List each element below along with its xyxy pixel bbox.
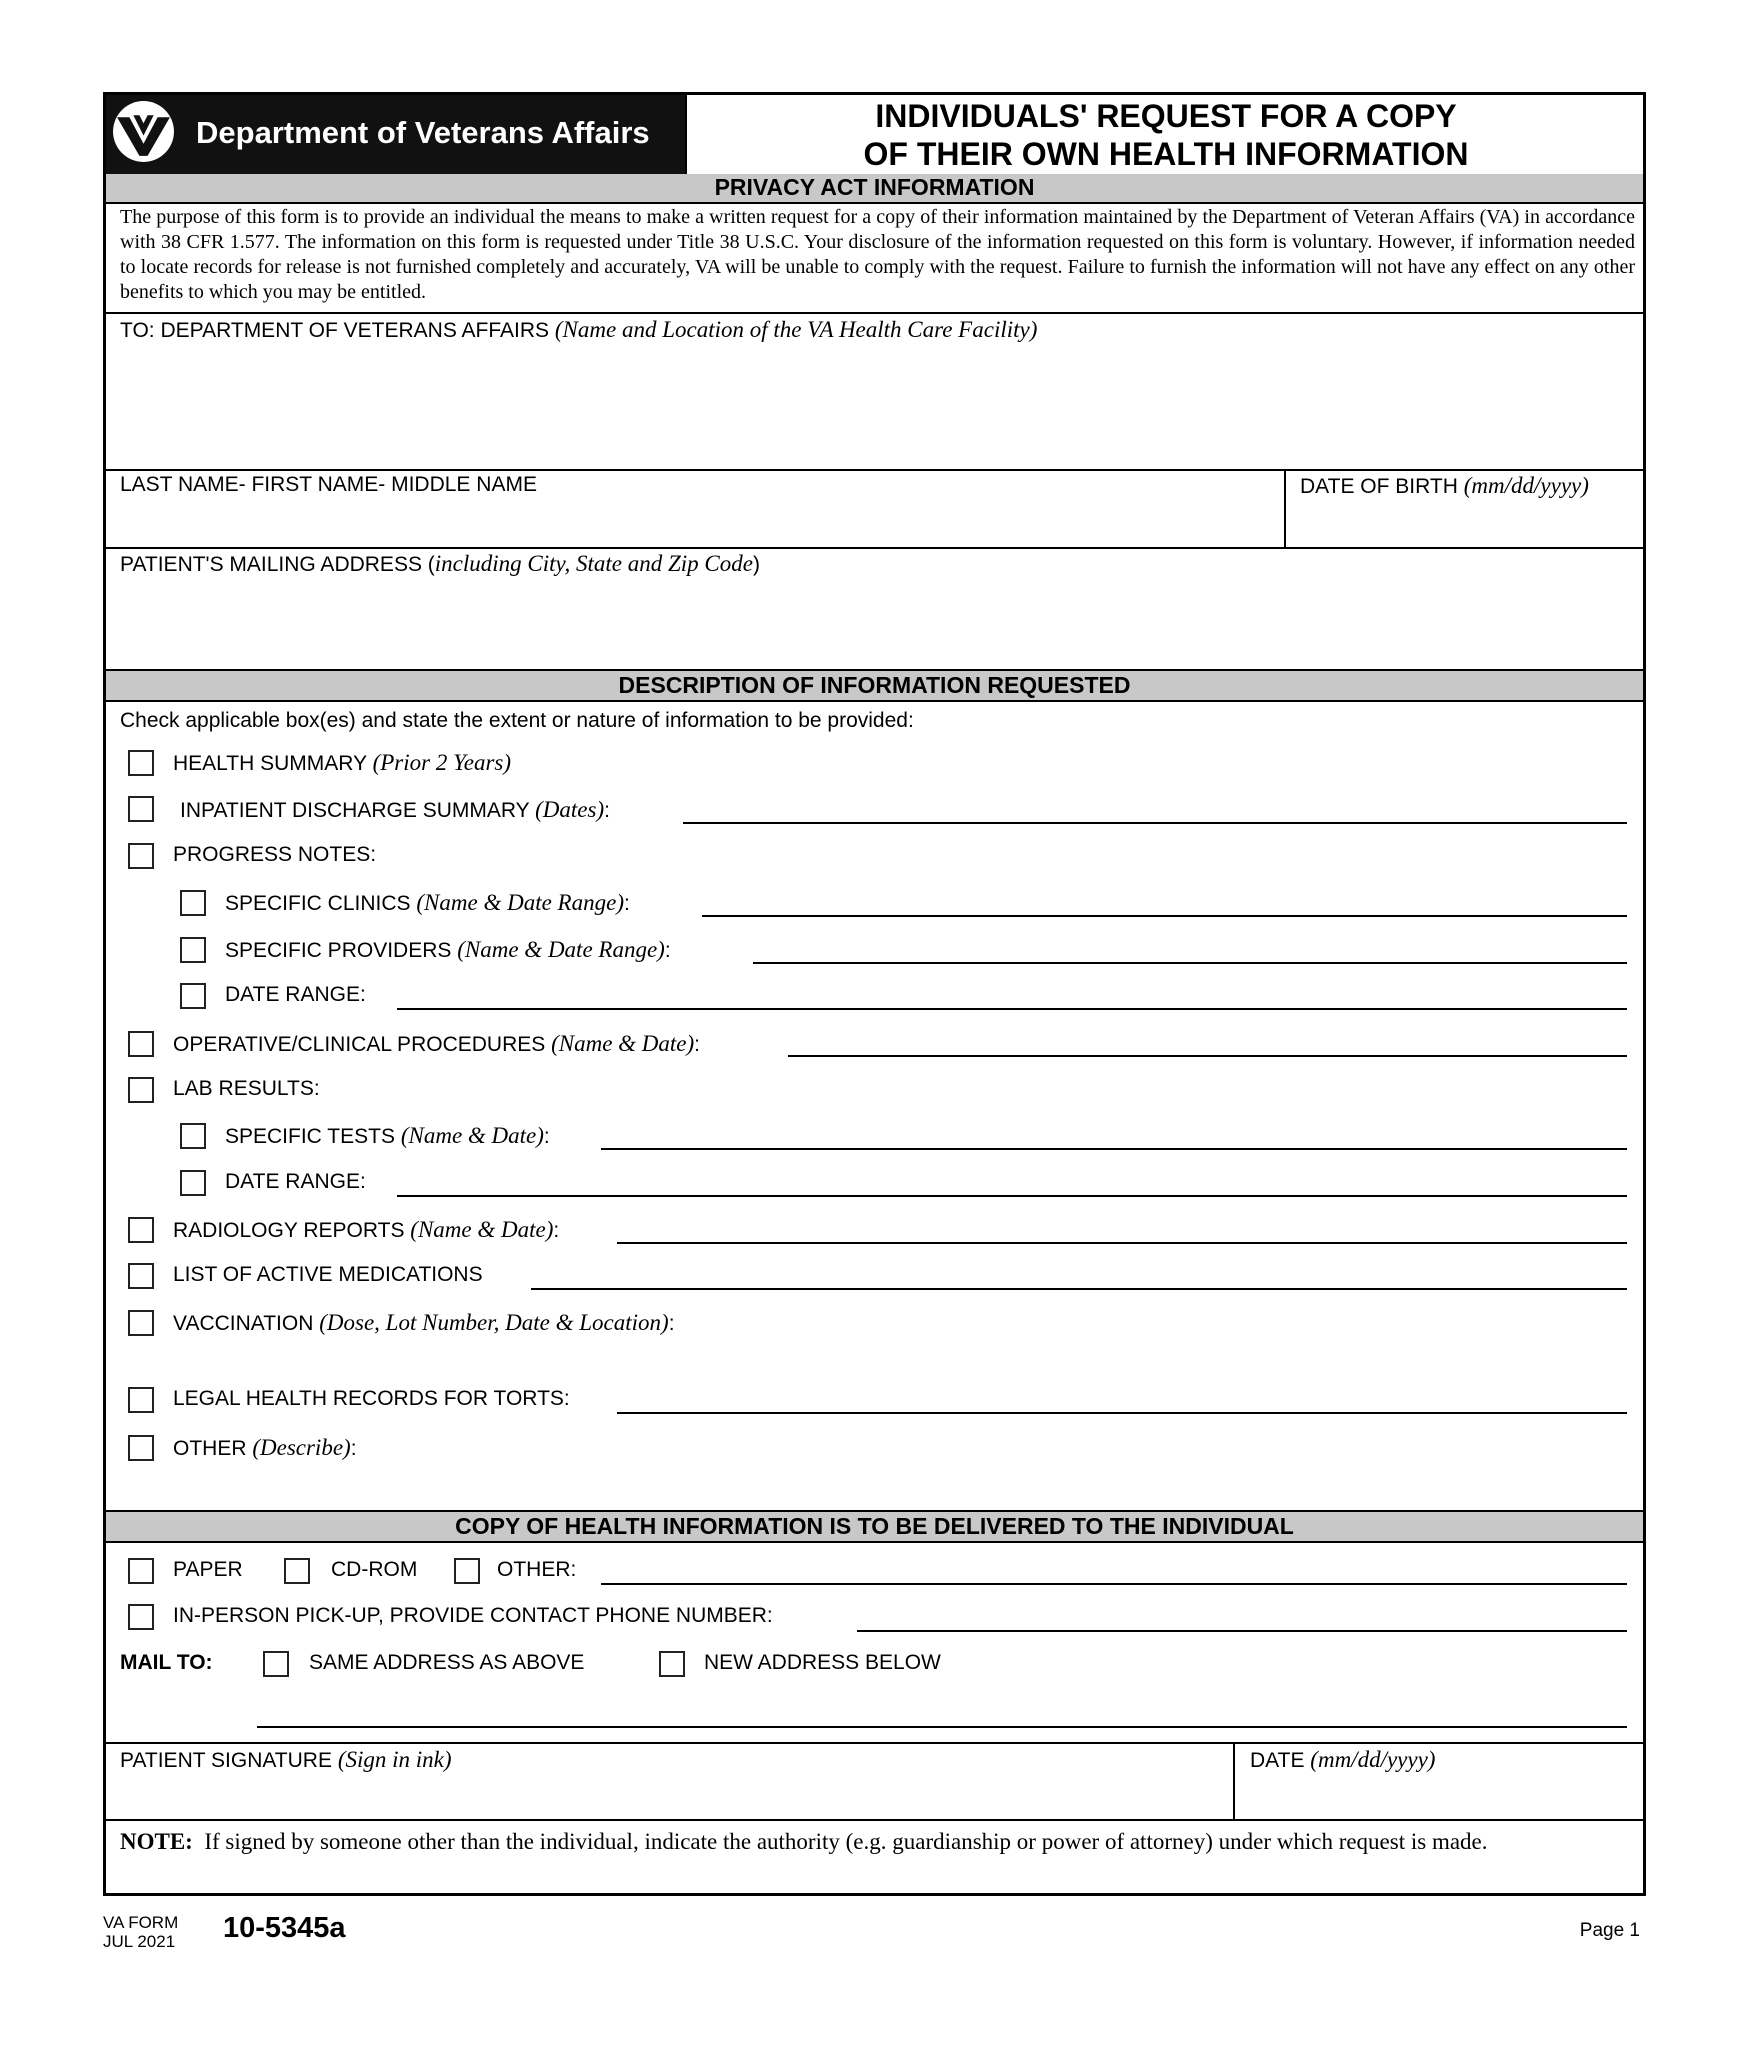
va-seal-icon: [111, 99, 176, 164]
signature-hint: (Sign in ink): [337, 1747, 452, 1772]
divider: [106, 1819, 1643, 1821]
signature-date-label: DATE: [1250, 1749, 1305, 1772]
divider: [106, 469, 1643, 471]
progress-notes-label: PROGRESS NOTES:: [173, 843, 377, 866]
divider: [106, 547, 1643, 549]
to-label: TO: DEPARTMENT OF VETERANS AFFAIRS: [120, 319, 550, 342]
active-medications-label: LIST OF ACTIVE MEDICATIONS: [173, 1263, 483, 1286]
specific-clinics-checkbox[interactable]: [180, 890, 206, 916]
progress-date-range-checkbox[interactable]: [180, 983, 206, 1009]
lab-results-checkbox[interactable]: [128, 1077, 154, 1103]
form-title-line1: INDIVIDUALS' REQUEST FOR A COPY: [875, 98, 1457, 134]
progress-date-range-label: DATE RANGE:: [225, 983, 366, 1006]
specific-providers-label: SPECIFIC PROVIDERS (Name & Date Range):: [225, 937, 671, 962]
lab-date-range-label: DATE RANGE:: [225, 1170, 366, 1193]
pickup-label: IN-PERSON PICK-UP, PROVIDE CONTACT PHONE NUMBER:: [173, 1604, 773, 1627]
specific-tests-checkbox[interactable]: [180, 1123, 206, 1149]
signature-date-field[interactable]: [1250, 1747, 1435, 1773]
vaccination-label: VACCINATION (Dose, Lot Number, Date & Location):: [173, 1310, 675, 1335]
paper-checkbox[interactable]: [128, 1558, 154, 1584]
footer-form-info: [103, 1913, 178, 1951]
specific-tests-input[interactable]: [601, 1148, 1627, 1150]
divider: [106, 1742, 1643, 1744]
signature-label: PATIENT SIGNATURE: [120, 1749, 332, 1772]
pickup-phone-input[interactable]: [857, 1630, 1627, 1632]
radiology-reports-input[interactable]: [617, 1242, 1627, 1244]
vaccination-checkbox[interactable]: [128, 1310, 154, 1336]
health-summary-checkbox[interactable]: [128, 750, 154, 776]
radiology-reports-label: RADIOLOGY REPORTS (Name & Date):: [173, 1217, 560, 1242]
privacy-heading: PRIVACY ACT INFORMATION: [106, 174, 1643, 204]
lab-date-range-input[interactable]: [397, 1195, 1627, 1197]
new-address-checkbox[interactable]: [659, 1651, 685, 1677]
pickup-checkbox[interactable]: [128, 1604, 154, 1630]
agency-name: Department of Veterans Affairs: [196, 115, 650, 150]
paper-label: PAPER: [173, 1558, 243, 1581]
agency-banner: [106, 95, 685, 174]
description-heading: DESCRIPTION OF INFORMATION REQUESTED: [106, 669, 1643, 702]
specific-clinics-label: SPECIFIC CLINICS (Name & Date Range):: [225, 890, 630, 915]
other-info-label: OTHER (Describe):: [173, 1435, 357, 1460]
to-field[interactable]: [120, 317, 1037, 343]
active-medications-checkbox[interactable]: [128, 1263, 154, 1289]
radiology-reports-checkbox[interactable]: [128, 1217, 154, 1243]
legal-records-checkbox[interactable]: [128, 1387, 154, 1413]
description-instruction: Check applicable box(es) and state the extent or nature of information to be provided:: [120, 709, 914, 732]
cdrom-label: CD-ROM: [331, 1558, 418, 1581]
address-hint: including City, State and Zip Code: [434, 551, 753, 576]
other-delivery-label: OTHER:: [497, 1558, 577, 1581]
other-info-checkbox[interactable]: [128, 1435, 154, 1461]
progress-date-range-input[interactable]: [397, 1008, 1627, 1010]
note: [120, 1828, 1630, 1856]
specific-tests-label: SPECIFIC TESTS (Name & Date):: [225, 1123, 550, 1148]
request-form: [103, 92, 1646, 1896]
other-delivery-input[interactable]: [601, 1583, 1627, 1585]
note-label: NOTE:: [120, 1829, 193, 1854]
lab-results-label: LAB RESULTS:: [173, 1077, 320, 1100]
legal-records-input[interactable]: [617, 1412, 1627, 1414]
inpatient-discharge-input[interactable]: [683, 822, 1627, 824]
operative-procedures-label: OPERATIVE/CLINICAL PROCEDURES (Name & Date):: [173, 1031, 701, 1056]
new-address-input[interactable]: [257, 1726, 1627, 1728]
name-field[interactable]: LAST NAME- FIRST NAME- MIDDLE NAME: [120, 473, 537, 496]
footer-va-form: VA FORM: [103, 1913, 179, 1932]
form-header: [106, 95, 1643, 176]
same-address-label: SAME ADDRESS AS ABOVE: [309, 1651, 585, 1674]
cdrom-checkbox[interactable]: [284, 1558, 310, 1584]
privacy-text: The purpose of this form is to provide an individual the means to make a written request for a copy of their information maintained by the Department of Veteran Affairs (VA) in accordance with 38 CFR 1.577. The information on this form is requested under Title 38 U.S.C. Your disclosure of the information requested on this form is voluntary. However, if information needed to locate records for release is not furnished completely and accurately, VA will be unable to comply with the request. Failure to furnish the information will not have any effect on any other benefits to which you may be entitled.: [120, 206, 1635, 303]
mail-to-label: MAIL TO:: [120, 1651, 213, 1674]
delivery-heading: COPY OF HEALTH INFORMATION IS TO BE DELIVERED TO THE INDIVIDUAL: [106, 1510, 1643, 1543]
divider: [1284, 469, 1286, 547]
form-title-line2: OF THEIR OWN HEALTH INFORMATION: [863, 136, 1469, 172]
specific-providers-input[interactable]: [753, 962, 1627, 964]
specific-clinics-input[interactable]: [702, 915, 1627, 917]
dob-field[interactable]: [1300, 473, 1589, 499]
inpatient-discharge-label: INPATIENT DISCHARGE SUMMARY (Dates):: [180, 797, 610, 822]
form-title: [685, 95, 1645, 174]
dob-hint: (mm/dd/yyyy): [1463, 473, 1589, 498]
note-text: If signed by someone other than the individual, indicate the authority (e.g. guardianship or power of attorney) under which request is made.: [204, 1829, 1488, 1854]
footer-page-number: Page 1: [1579, 1920, 1640, 1941]
operative-procedures-checkbox[interactable]: [128, 1031, 154, 1057]
address-close: ): [752, 553, 760, 576]
other-delivery-checkbox[interactable]: [454, 1558, 480, 1584]
new-address-label: NEW ADDRESS BELOW: [704, 1651, 941, 1674]
address-field[interactable]: [120, 551, 760, 577]
inpatient-discharge-checkbox[interactable]: [128, 796, 154, 822]
signature-field[interactable]: [120, 1747, 452, 1773]
same-address-checkbox[interactable]: [263, 1651, 289, 1677]
lab-date-range-checkbox[interactable]: [180, 1170, 206, 1196]
health-summary-label: HEALTH SUMMARY (Prior 2 Years): [173, 750, 512, 775]
dob-label: DATE OF BIRTH: [1300, 475, 1458, 498]
divider: [1233, 1742, 1235, 1819]
footer-form-number: 10-5345a: [223, 1912, 346, 1944]
signature-date-hint: (mm/dd/yyyy): [1310, 1747, 1436, 1772]
progress-notes-checkbox[interactable]: [128, 843, 154, 869]
specific-providers-checkbox[interactable]: [180, 937, 206, 963]
active-medications-input[interactable]: [531, 1288, 1627, 1290]
legal-records-label: LEGAL HEALTH RECORDS FOR TORTS:: [173, 1387, 570, 1410]
footer-date: JUL 2021: [103, 1932, 176, 1951]
to-hint: (Name and Location of the VA Health Care Facility): [554, 317, 1038, 342]
address-label: PATIENT'S MAILING ADDRESS (: [120, 553, 435, 576]
divider: [106, 312, 1643, 314]
operative-procedures-input[interactable]: [788, 1055, 1627, 1057]
